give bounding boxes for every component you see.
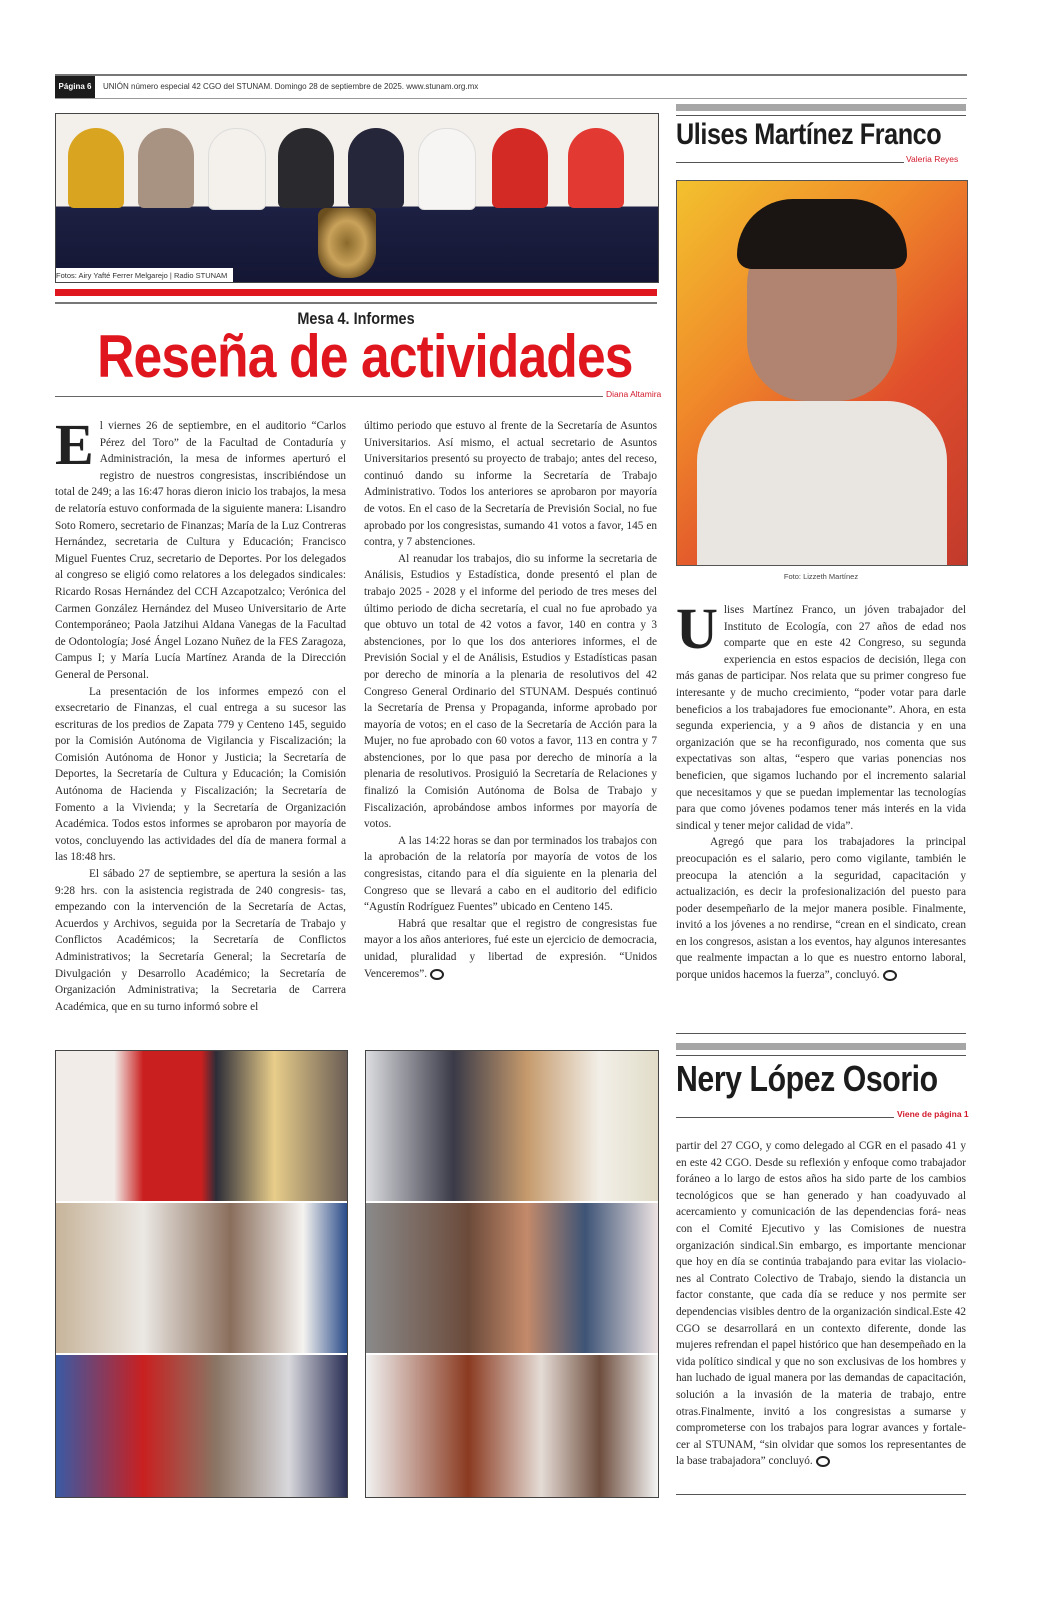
paragraph-text: Agregó que para los trabajadores la principal preocupación es el salario, pero como vigilante, también le preocupa la atención a la seguridad, capacitación y actualización, es decir la profesionalización del puesto para poder desempeñarlo de la mejor manera posible. Finalmente, invitó a los jóvenes a no rendirse, “crean en el sindicato, crean en los congresos, asistan a los eventos, hay algunos interesantes que realmente impactan a lo que es nuestro entorno laboral, porque unidos hacemos la fuerza”, concluyó.	[676, 836, 966, 982]
photo-delegates-smiling	[56, 1203, 347, 1355]
continued-from-label: Viene de página 1	[897, 1109, 969, 1119]
photo-collage-left	[55, 1050, 348, 1498]
portrait-photo-ulises	[676, 180, 968, 566]
profile-body-nery	[676, 1138, 966, 1470]
unam-crest-emblem	[318, 208, 376, 278]
divider-rule	[676, 1055, 966, 1056]
dropcap: E	[55, 412, 94, 477]
issue-line: UNIÓN número especial 42 CGO del STUNAM. Domingo 28 de septiembre de 2025. www.stunam.org.mx	[103, 82, 479, 91]
article-column-2	[364, 418, 657, 982]
article-paragraph	[676, 596, 966, 834]
page-folio	[55, 74, 967, 99]
photo-person	[418, 128, 476, 210]
photo-delegates-seated	[56, 1051, 347, 1203]
photo-credit: Foto: Lizzeth Martínez	[783, 572, 859, 581]
photo-delegate-portrait	[56, 1355, 347, 1498]
article-column-1	[55, 412, 346, 1015]
article-paragraph	[55, 412, 346, 684]
article-paragraph: El sábado 27 de septiembre, se apertura la sesión a las 9:28 hrs. con la asistencia registrada de 240 congresis- tas, empezando con la intervención de la Secretaría de Actas, Acuerdos y Archivos, seguida por la Secretaría de Trabajo y Conflictos Académicos; la Secretaría de Conflictos Administrativos; la Secretaría General; la Secretaría de Divulgación y Desarrollo Académico; la Secretaría de Organización Administrativa; la Secretaria de Carrera Académica, que en su turno informó sobre el	[55, 868, 346, 1013]
article-byline: Diana Altamira	[606, 389, 662, 399]
divider-rule	[676, 162, 904, 163]
divider-rule	[676, 1033, 966, 1034]
gray-band	[676, 104, 966, 111]
divider-rule	[676, 1117, 894, 1118]
photo-speaker-podium	[366, 1051, 658, 1203]
hero-photo-panel	[55, 113, 659, 283]
photo-delegate-victory-sign	[366, 1203, 658, 1355]
article-paragraph	[676, 1138, 966, 1470]
end-mark-icon	[430, 969, 444, 980]
article-headline: Reseña de actividades	[97, 323, 633, 390]
paragraph-text: l viernes 26 de septiembre, en el auditorio “Carlos Pérez del Toro” de la Facultad de Contaduría y Administración, la mesa de informes aperturó el registro de nuestros congresistas, inscribiéndose un total de 249; a las 16:47 horas dieron inicio los trabajos, la mesa de relatoría estuvo conformada de la siguiente manera: Lisandro Soto Romero, secretario de Finanzas; María de la Luz Contreras Hernández, secretaria de Cultura y Educación; Francisco Miguel Fuentes Cruz, secretario de Deportes. Por los delegados al congreso se eligió como relatores a los delegados sindicales: Ricardo Rosas Hernández del CCH Azcapotzalco; Verónica del Carmen González Hernández del Museo Universitario de Arte Contemporáneo; Paola Jatzihui Aldana Vanegas de la Facultad de Odontología; José Ángel Lozano Nuñez de la FES Zaragoza, Campus I; y María Lucía Martínez Aranda de la Dirección General de Personal.	[55, 420, 346, 681]
profile-title-ulises: Ulises Martínez Franco	[676, 118, 942, 151]
article-paragraph: La presentación de los informes empezó con el exsecretario de Finanzas, el cual entrega a su sucesor las escrituras de los predios de Zapata 779 y Centeno 145, seguido por la Comisión Autónoma de Vigilancia y Fiscalización; la Comisión Autónoma de Honor y Justicia; la Secretaría de Deportes, la Secretaría de Cultura y Educación; la Comisión Autónoma de Hacienda y Fiscalización; la Secretaría de Fomento a la Vivienda; y la Secretaría de Organización Académica. Todos estos informes se aprobaron por mayoría de votos, concluyendo las actividades del día de manera formal a las 18:48 hrs.	[55, 685, 346, 864]
profile-body-ulises	[676, 596, 966, 984]
page-number-tag: Página 6	[55, 76, 95, 98]
portrait-hair	[737, 199, 907, 269]
portrait-shirt	[697, 401, 947, 566]
photo-person	[492, 128, 548, 208]
end-mark-icon	[816, 1456, 830, 1467]
photo-person	[568, 128, 624, 208]
paragraph-text: lises Martínez Franco, un jóven trabajador del Instituto de Ecología, con 27 años de edad nos comparte que en este 42 Congreso, su segunda experiencia en estos espacios de decisión, llega con más ganas de participar. Nos relata que su primer congreso fue interesante y de mucho crecimiento, “poder votar para darle beneficios a los trabajadores fue emocionante”. Ahora, en esta segunda experiencia, y a 9 años de distancia y en una organización que se ha reconfigurado, nos comenta que sus expectativas son altas, “espero que varias ponencias nos beneficien, que sigamos luchando por el incremento salarial que necesitamos y que se puedan implementar las tecnologías para que como jóvenes podamos tener más interés en la vida sindical y tener mejor calidad de vida”.	[676, 604, 966, 832]
dropcap: U	[676, 596, 718, 661]
photo-person	[348, 128, 404, 208]
divider-rule	[676, 1494, 966, 1495]
article-paragraph	[364, 916, 657, 982]
article-paragraph	[676, 834, 966, 983]
profile-title-nery: Nery López Osorio	[676, 1058, 938, 1099]
red-divider-bar	[55, 289, 657, 296]
article-paragraph: A las 14:22 horas se dan por terminados los trabajos con la aprobación de la relatoría por mayoría de votos de los congresistas, citando para el día siguiente en la plenaria del Congreso que se llevará a cabo en el auditorio del edificio “Agustín Rodríguez Fuentes” ubicado en Centeno 145.	[364, 834, 657, 914]
photo-person	[68, 128, 124, 208]
divider-rule	[55, 302, 657, 304]
end-mark-icon	[883, 970, 897, 981]
paragraph-text: partir del 27 CGO, y como delegado al CGR en el pasado 41 y en este 42 CGO. Desde su reflexión y enfoque como trabajador foráneo a lo largo de estos años ha sido parte de los cambios tecnológicos que se han generado y han coadyuvado al acercamiento y comunicación de las dependencias forá- neas con el Comité Ejecutivo y las Comisiones de nuestra organización sindical.Sin embargo, es importante mencionar que hoy en día se continúa trabajando para evitar las violacio- nes al Contrato Colectivo de Trabajo, siendo la distancia un factor constante, que cada día se reduce y nos permite ser dependencias visibles dentro de la organización sindical.Este 42 CGO se desarrollará en un contexto diferente, donde las mujeres refrendan el papel histórico que han desempeñado en la vida político sindical y que no son exclusivas de los hombres y han luchado de igual manera por las demandas de capacitación, solución a la invasión de la materia de trabajo, entre otras.Finalmente, invitó a los congresistas a sumarse y comprometerse con los trabajos para lograr avances y fortale- cer al STUNAM, “sin olvidar que somos los representantes de la base trabajadora” concluyó.	[676, 1140, 966, 1468]
photo-delegates-talking	[366, 1355, 658, 1498]
paragraph-text: Habrá que resaltar que el registro de congresistas fue mayor a los años anteriores, fué este un ejercicio de democracia, unidad, pluralidad y libertad de expresión. “Unidos Venceremos”.	[364, 917, 657, 980]
profile-byline: Valeria Reyes	[906, 154, 959, 164]
gray-band	[676, 1043, 966, 1050]
photo-credit: Fotos: Airy Yafté Ferrer Melgarejo | Radio STUNAM	[56, 268, 233, 282]
photo-person	[138, 128, 194, 208]
photo-person	[278, 128, 334, 208]
article-paragraph: último periodo que estuvo al frente de la Secretaría de Asuntos Universitarios. Así mismo, el actual secretario de Asuntos Universitarios presentó su proyecto de trabajo; antes del receso, continuó dando su informe la Secretaría de Trabajo Administrativo. Todos los anteriores se aprobaron por mayoría de votos. En el caso de la Secretaría de Previsión Social, no fue aprobado por los congresistas, sumando 41 votos a favor, 145 en contra, y 7 abstenciones.	[364, 420, 657, 549]
divider-rule	[676, 115, 966, 116]
article-paragraph: Al reanudar los trabajos, dio su informe la secretaria de Análisis, Estudios y Estadística, donde presentó el plan de trabajo 2025 - 2028 y el informe del periodo de tres meses del último periodo de dicha secretaría, el cual no fue aprobado ya que obtuvo un total de 42 votos a favor, 140 en contra y 3 abstenciones, por lo que los dos anteriores informes, el de Previsión Social y el de Análisis, Estudios y Estadísticas pasan por derecho de minoría a la plenaria de resolutivos del 42 Congreso General Ordinario del STUNAM. Después continuó la Secretaría de Prensa y Propaganda, informe aprobado por mayoría de votos; en el caso de la Secretaría de Acción para la Mujer, no fue aprobado con 60 votos a favor, 113 en contra y 7 abstenciones, por lo que pasa por derecho de minoría a la plenaria de resolutivos. Prosiguió la Secretaría de Relaciones y finalizó la Comisión Autónoma de Bolsa de Trabajo y Fiscalización, aprobándose ambos informes por mayoría de votos.	[364, 552, 657, 831]
divider-rule	[55, 396, 603, 397]
photo-person	[208, 128, 266, 210]
photo-collage-right	[365, 1050, 659, 1498]
article-kicker: Mesa 4. Informes	[297, 309, 415, 328]
